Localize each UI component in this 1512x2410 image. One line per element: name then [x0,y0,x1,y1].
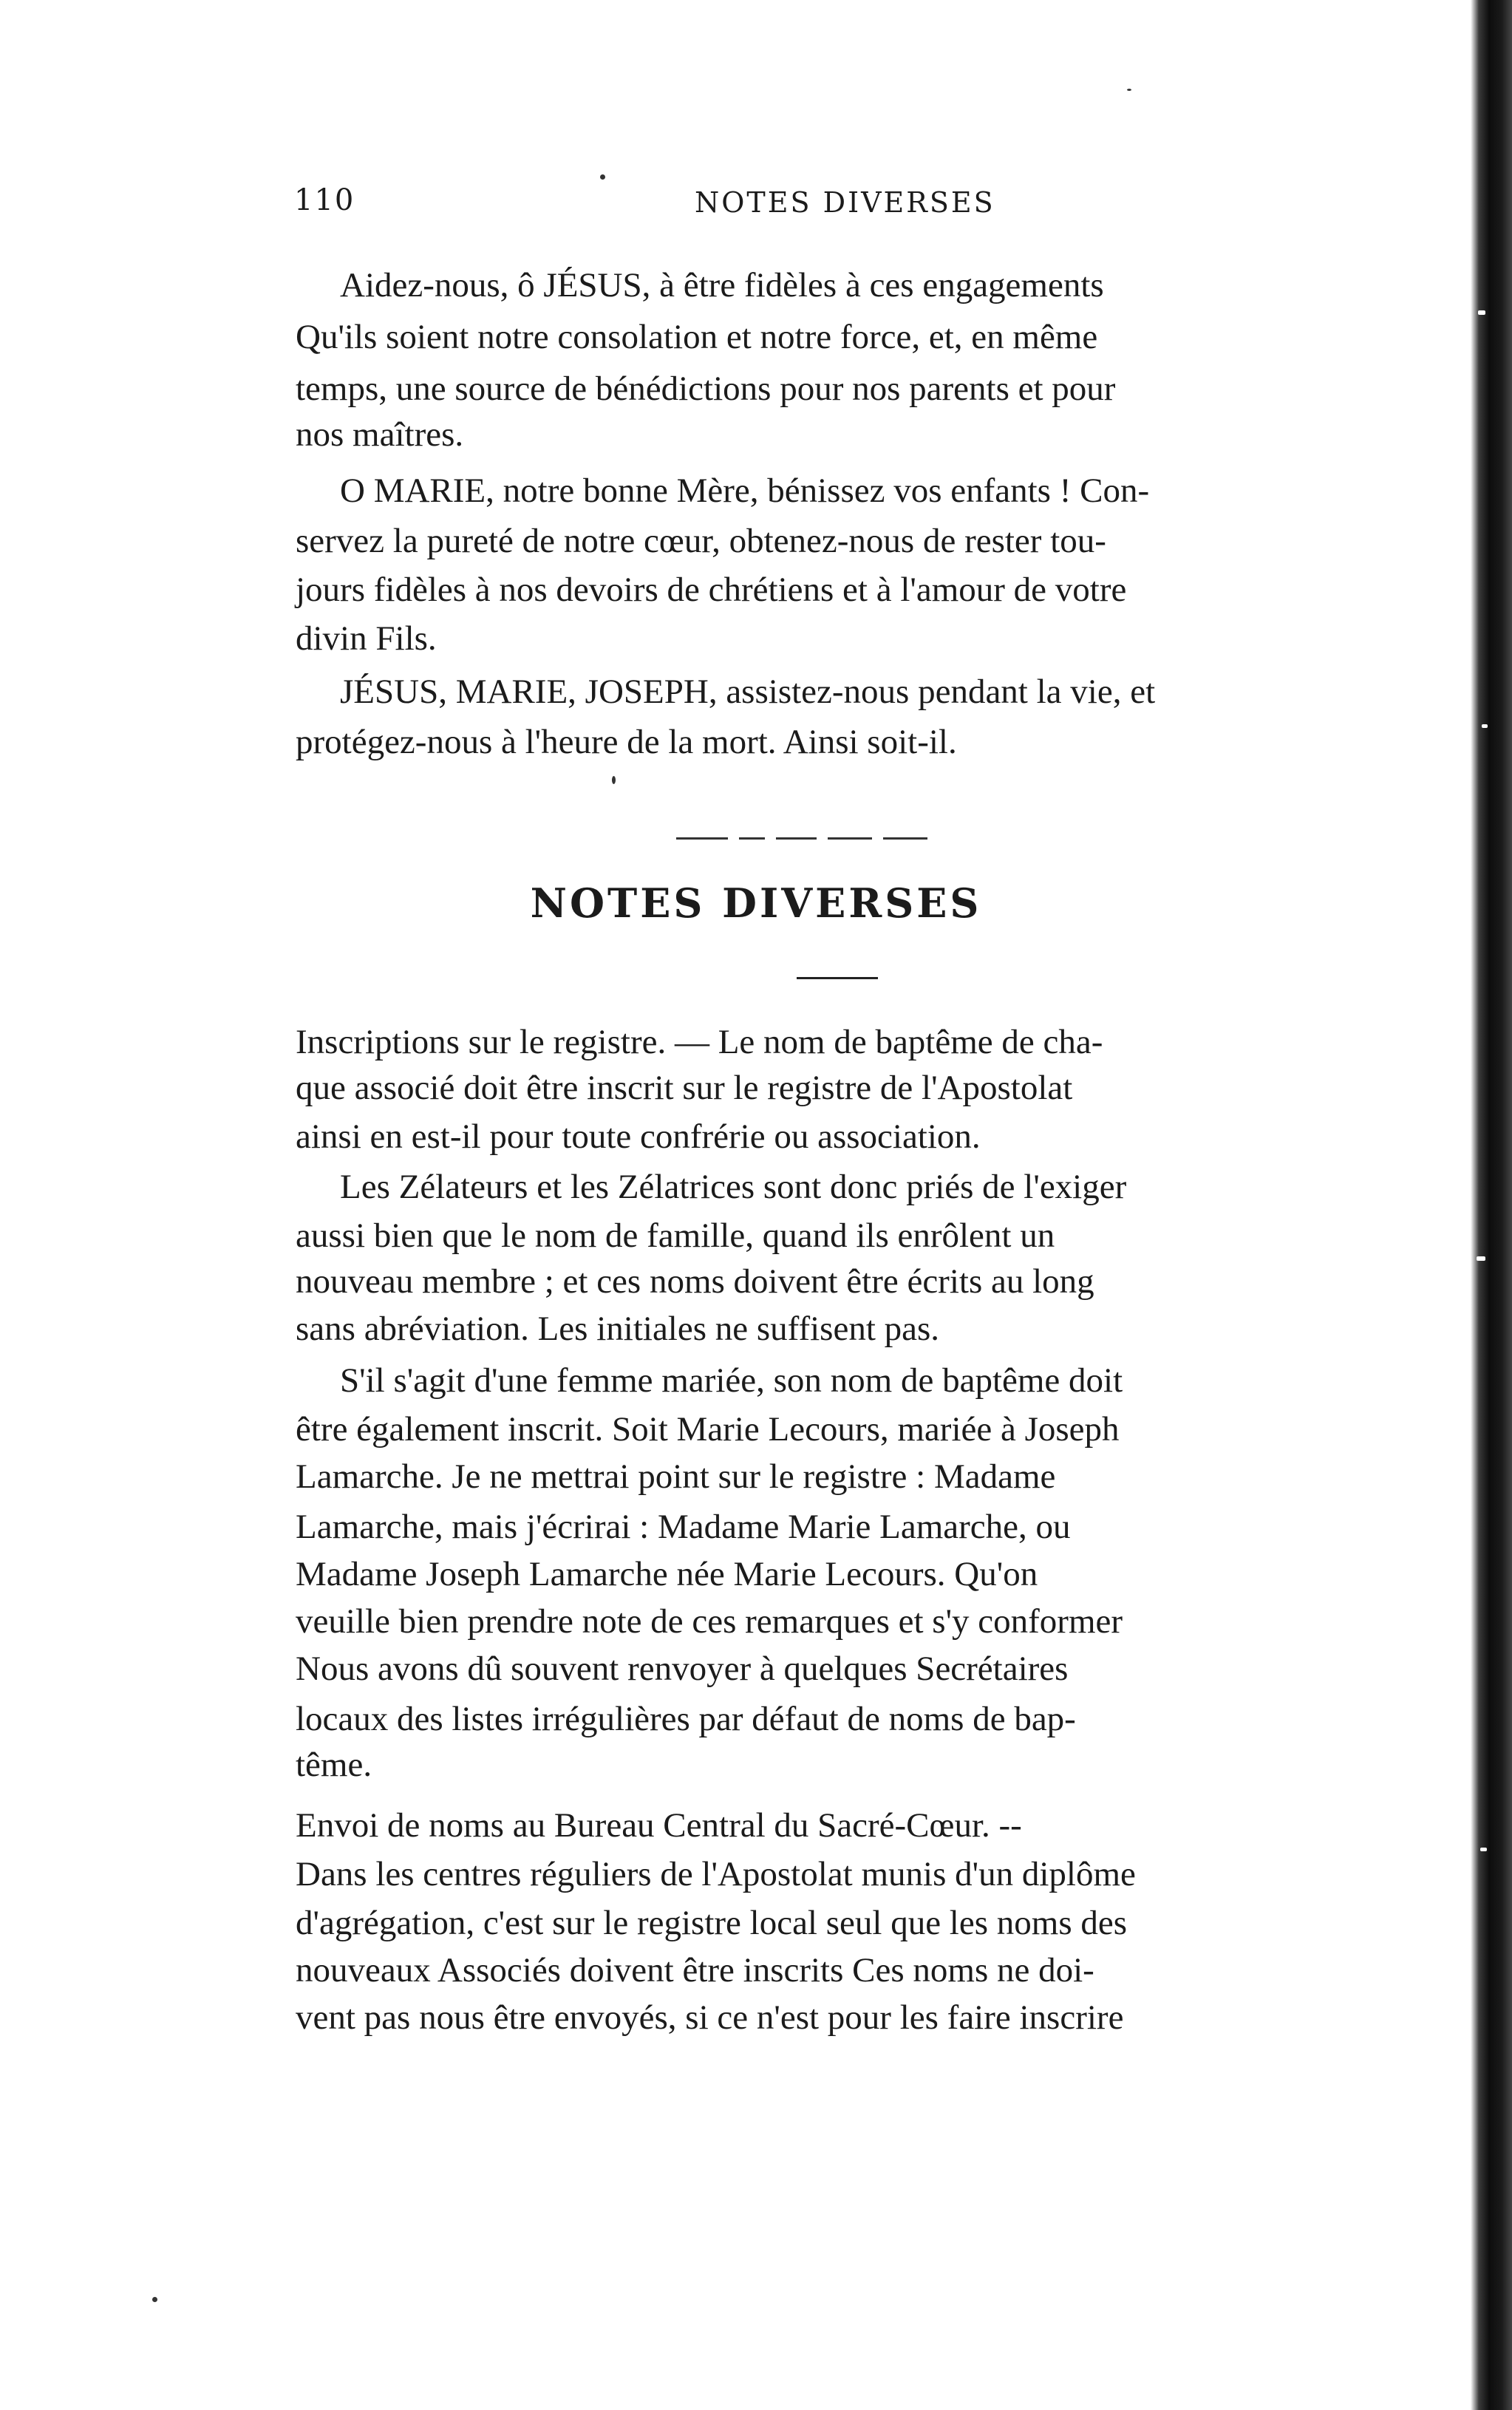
text-line: aussi bien que le nom de famille, quand ils enrôlent un [296,1216,1055,1255]
text-line: protégez-nous à l'heure de la mort. Ainsi soit-il. [296,723,957,761]
page-number: 110 [294,183,355,217]
binding-speck [1482,724,1488,728]
running-title: NOTES DIVERSES [695,186,995,219]
text-line: locaux des listes irrégulières par défaut de noms de bap- [296,1700,1076,1738]
text-line: servez la pureté de notre cœur, obtenez-nous de rester tou- [296,522,1106,560]
divider-dash [739,837,765,840]
text-line: Madame Joseph Lamarche née Marie Lecours. Qu'on [296,1555,1038,1593]
text-line: nos maîtres. [296,415,464,454]
text-line: JÉSUS, MARIE, JOSEPH, assistez-nous pendant la vie, et [340,673,1156,711]
text-line: Qu'ils soient notre consolation et notre force, et, en même [296,318,1098,356]
text-line: S'il s'agit d'une femme mariée, son nom de baptême doit [340,1361,1123,1400]
binding-speck [1478,310,1485,315]
text-line: nouveaux Associés doivent être inscrits Ces noms ne doi- [296,1951,1094,1989]
text-line: Les Zélateurs et les Zélatrices sont donc priés de l'exiger [340,1168,1127,1206]
text-line: d'agrégation, c'est sur le registre local seul que les noms des [296,1904,1128,1942]
text-line: veuille bien prendre note de ces remarques et s'y conformer [296,1602,1123,1641]
divider-dash [776,837,817,840]
text-line: que associé doit être inscrit sur le registre de l'Apostolat [296,1069,1073,1107]
text-line: Lamarche. Je ne mettrai point sur le registre : Madame [296,1457,1056,1496]
text-line: ainsi en est-il pour toute confrérie ou association. [296,1117,981,1156]
ink-speck [1127,89,1131,91]
text-line: jours fidèles à nos devoirs de chrétiens et à l'amour de votre [296,571,1127,609]
text-line: Envoi de noms au Bureau Central du Sacré-Cœur. -- [296,1806,1022,1845]
text-line: Inscriptions sur le registre. — Le nom de baptême de cha- [296,1023,1103,1061]
divider-dash [883,837,927,840]
heading-rule [797,977,878,979]
ink-speck [600,174,605,180]
ink-speck [612,776,616,784]
text-line: Dans les centres réguliers de l'Apostolat munis d'un diplôme [296,1855,1136,1893]
divider-dash [676,837,728,840]
text-line: divin Fils. [296,619,437,658]
text-line: tême. [296,1746,372,1784]
text-line: être également inscrit. Soit Marie Lecours, mariée à Joseph [296,1410,1120,1449]
text-line: temps, une source de bénédictions pour nos parents et pour [296,370,1116,408]
text-line: Nous avons dû souvent renvoyer à quelques Secrétaires [296,1650,1069,1688]
text-line: nouveau membre ; et ces noms doivent être écrits au long [296,1262,1094,1301]
text-line: sans abréviation. Les initiales ne suffisent pas. [296,1310,940,1348]
text-line: vent pas nous être envoyés, si ce n'est pour les faire inscrire [296,1998,1124,2037]
text-line: O MARIE, notre bonne Mère, bénissez vos enfants ! Con- [340,472,1150,510]
page-binding-shadow [1471,0,1512,2410]
binding-speck [1477,1256,1485,1261]
divider-dash [828,837,872,840]
text-line: Aidez-nous, ô JÉSUS, à être fidèles à ces engagements [340,266,1104,304]
ink-speck [152,2297,157,2302]
binding-speck [1480,1848,1487,1851]
section-heading: NOTES DIVERSES [530,879,982,927]
text-line: Lamarche, mais j'écrirai : Madame Marie Lamarche, ou [296,1508,1071,1546]
